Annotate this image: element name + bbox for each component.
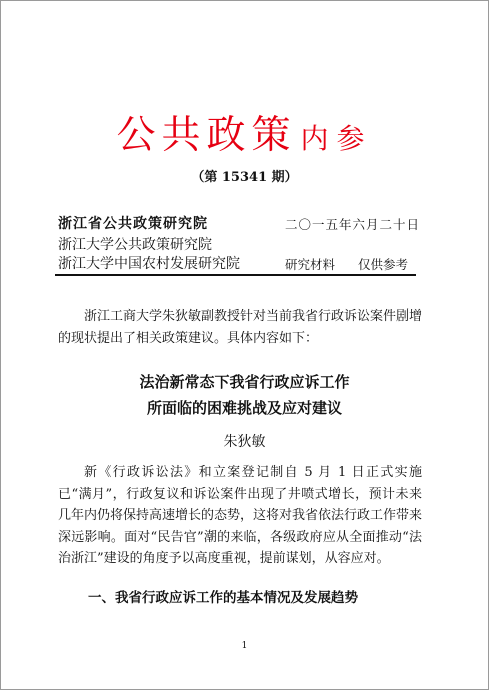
institution-2: 浙江大学公共政策研究院 — [58, 237, 212, 253]
masthead-title — [0, 104, 489, 160]
issue-number: （第 15341 期） — [191, 170, 298, 185]
material-note: 研究材料 — [285, 257, 336, 272]
header-divider — [55, 274, 416, 276]
masthead-title-large: 公共政策 — [116, 113, 297, 158]
intro-paragraph: 浙江工商大学朱狄敏副教授针对当前我省行政诉讼案件剧增的现状提出了相关政策建议。具体内容如下： — [58, 309, 423, 346]
article-title-line2: 所面临的困难挑战及应对建议 — [146, 399, 342, 417]
section-heading: 一、我省行政应诉工作的基本情况及发展趋势 — [88, 590, 358, 606]
masthead-title-small: 内参 — [300, 122, 373, 155]
institution-1: 浙江省公共政策研究院 — [58, 216, 208, 232]
author-name: 朱狄敏 — [223, 434, 266, 450]
institution-3: 浙江大学中国农村发展研究院 — [58, 256, 240, 272]
page-number: 1 — [241, 641, 248, 651]
article-title-line1: 法治新常态下我省行政应诉工作 — [139, 373, 350, 391]
body-paragraph: 新《行政诉讼法》和立案登记制自 5 月 1 日正式实施已“满月”，行政复议和诉讼案件出现了井喷式增长，预计未来几年内仍将保持高速增长的态势，这将对我省依法行政工作带来深远影响。面对“民告官”潮的来临，各级政府应从全面推动“法治浙江”建设的角度予以高度重视，提前谋划，从容应对。 — [58, 465, 423, 566]
reference-note: 仅供参考 — [358, 257, 409, 272]
publication-date: 二〇一五年六月二十日 — [285, 217, 421, 232]
